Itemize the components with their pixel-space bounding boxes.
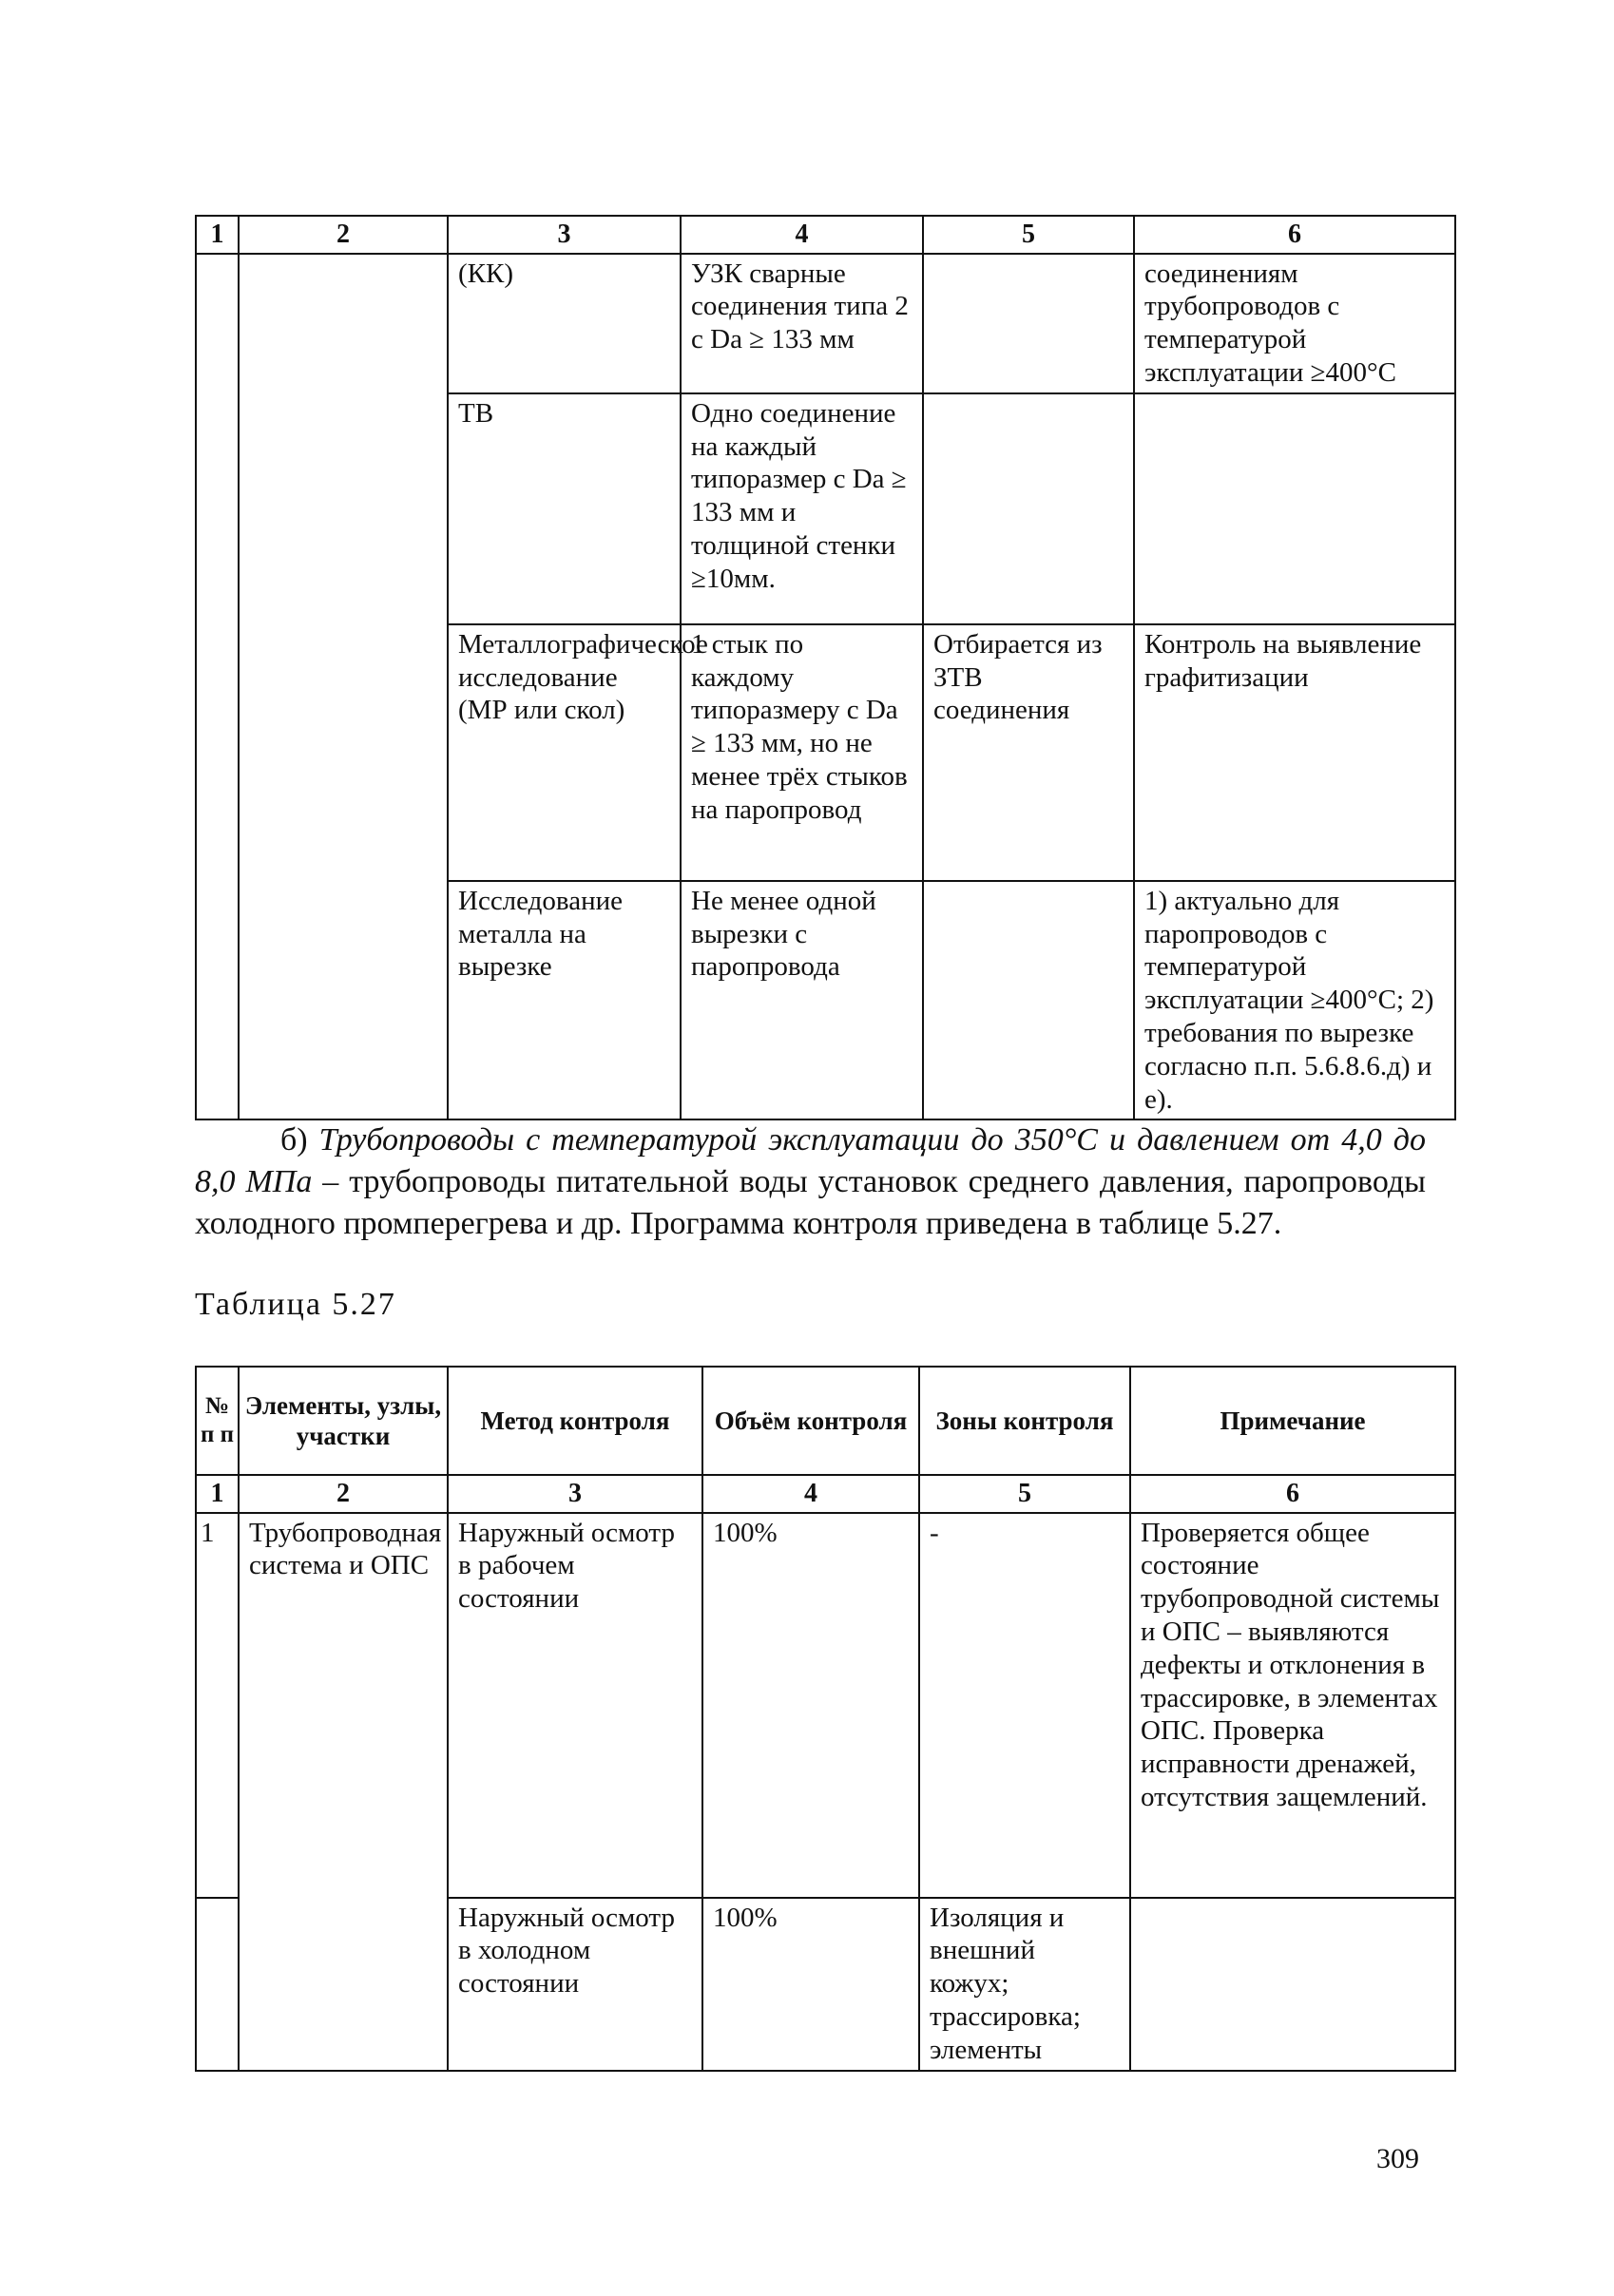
cell-element [239, 254, 448, 1120]
table-5-27 [195, 1366, 1456, 2072]
cell-volume: Не менее одной вырезки с паропровода [681, 881, 923, 1120]
column-number: 2 [239, 216, 448, 254]
cell-zones: Изоляция и внешний кожух; трассировка; элементы [919, 1898, 1130, 2071]
cell-volume: УЗК сварные соединения типа 2 с Da ≥ 133 мм [681, 254, 923, 393]
paragraph-italic-heading: Трубопроводы с температурой эксплуатации до 350°С и давлением от 4,0 до 8,0 МПа [195, 1122, 1426, 1199]
cell-method: Наружный осмотр в рабочем состоянии [448, 1513, 702, 1898]
cell-number [196, 1898, 239, 2071]
header-number: № п п [196, 1367, 239, 1475]
cell-note: Контроль на выявление графитизации [1134, 624, 1455, 881]
table-row [196, 254, 1455, 393]
cell-note [1134, 393, 1455, 624]
header-elements: Элементы, узлы, участки [239, 1367, 448, 1475]
cell-zones [923, 254, 1134, 393]
column-number: 3 [448, 1475, 702, 1513]
cell-method: (КК) [448, 254, 681, 393]
cell-note [1130, 1898, 1455, 2071]
column-number: 6 [1130, 1475, 1455, 1513]
table-column-numbers [196, 216, 1455, 254]
table-caption: Таблица 5.27 [195, 1287, 396, 1322]
cell-zones [923, 881, 1134, 1120]
table-continuation [195, 215, 1456, 1120]
header-method: Метод контроля [448, 1367, 702, 1475]
cell-note: соединениям трубопроводов с температурой эксплуатации ≥400°С [1134, 254, 1455, 393]
cell-note: 1) актуально для паропроводов с температурой эксплуатации ≥400°С; 2) требования по вырезке согласно п.п. 5.6.8.6.д) и е). [1134, 881, 1455, 1120]
body-paragraph [195, 1119, 1426, 1245]
paragraph-prefix: б) [280, 1122, 319, 1158]
cell-method: Исследование металла на вырезке [448, 881, 681, 1120]
cell-number [196, 254, 239, 1120]
table-row [196, 1513, 1455, 1898]
header-volume: Объём контроля [702, 1367, 919, 1475]
cell-volume: 1 стык по каждому типоразмеру с Da ≥ 133 мм, но не менее трёх стыков на паропровод [681, 624, 923, 881]
column-number: 4 [702, 1475, 919, 1513]
cell-zones: - [919, 1513, 1130, 1898]
header-note: Примечание [1130, 1367, 1455, 1475]
table-header-row [196, 1367, 1455, 1475]
column-number: 2 [239, 1475, 448, 1513]
cell-volume: Одно соединение на каждый типоразмер с Da ≥ 133 мм и толщиной стенки ≥10мм. [681, 393, 923, 624]
column-number: 6 [1134, 216, 1455, 254]
cell-zones: Отбирается из ЗТВ соединения [923, 624, 1134, 881]
column-number: 3 [448, 216, 681, 254]
column-number: 1 [196, 1475, 239, 1513]
cell-number: 1 [196, 1513, 239, 1898]
column-number: 5 [919, 1475, 1130, 1513]
cell-volume: 100% [702, 1513, 919, 1898]
cell-element: Трубопроводная система и ОПС [239, 1513, 448, 2071]
header-zones: Зоны контроля [919, 1367, 1130, 1475]
column-number: 4 [681, 216, 923, 254]
cell-method: Металлографическое исследование (МР или скол) [448, 624, 681, 881]
cell-method: ТВ [448, 393, 681, 624]
table-column-numbers [196, 1475, 1455, 1513]
paragraph-text: – трубопроводы питательной воды установок среднего давления, паропроводы холодного промперегрева и др. Программа контроля приведена в таблице 5.27. [195, 1164, 1426, 1241]
column-number: 5 [923, 216, 1134, 254]
cell-note: Проверяется общее состояние трубопроводной системы и ОПС – выявляются дефекты и отклонения в трассировке, в элементах ОПС. Проверка исправности дренажей, отсутствия защемлений. [1130, 1513, 1455, 1898]
page-number: 309 [1376, 2143, 1419, 2174]
cell-zones [923, 393, 1134, 624]
cell-volume: 100% [702, 1898, 919, 2071]
cell-method: Наружный осмотр в холодном состоянии [448, 1898, 702, 2071]
column-number: 1 [196, 216, 239, 254]
